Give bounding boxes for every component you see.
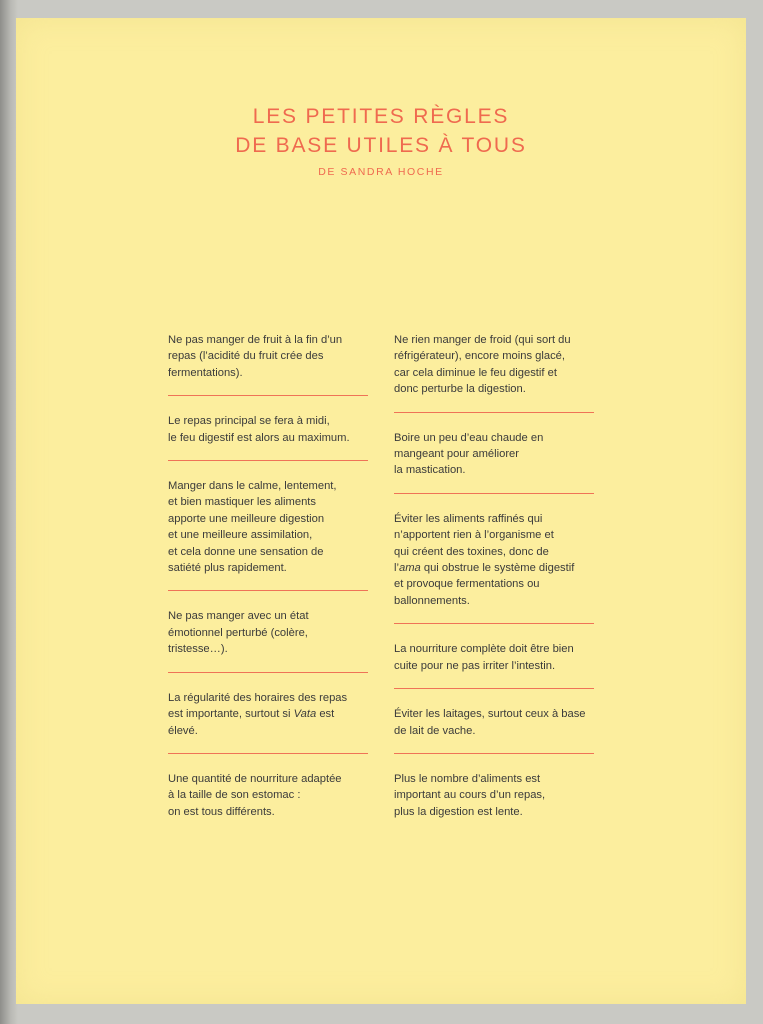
rule-line: repas (l’acidité du fruit crée des: [168, 350, 324, 363]
rule-line: La nourriture complète doit être bien: [394, 643, 574, 656]
rules-column-right: [394, 332, 594, 851]
title-line-1: LES PETITES RÈGLES: [252, 105, 510, 128]
rules-column-left: [168, 332, 368, 851]
rule-item: [168, 771, 368, 834]
rule-line: Le repas principal se fera à midi,: [168, 415, 330, 428]
rule-line: ballonnements.: [394, 594, 470, 607]
rule-line: Une quantité de nourriture adaptée: [168, 772, 342, 785]
rule-line: Ne pas manger avec un état: [168, 610, 309, 623]
rule-line: fermentations).: [168, 366, 243, 379]
rule-text: est importante, surtout si: [168, 708, 294, 721]
rule-item: [394, 511, 594, 624]
rule-text: l’: [394, 562, 399, 575]
rule-line: et bien mastiquer les aliments: [168, 496, 316, 509]
rule-line: élevé.: [168, 724, 198, 737]
rule-line: qui créent des toxines, donc de: [394, 545, 549, 558]
rule-line: émotionnel perturbé (colère,: [168, 626, 308, 639]
rule-item: [168, 332, 368, 396]
rule-line: donc perturbe la digestion.: [394, 383, 526, 396]
rule-line: n’apportent rien à l’organisme et: [394, 529, 554, 542]
rule-line: à la taille de son estomac :: [168, 789, 301, 802]
rule-item: [168, 413, 368, 461]
rule-line: tristesse…).: [168, 643, 228, 656]
rule-line: car cela diminue le feu digestif et: [394, 366, 557, 379]
rule-line: [394, 560, 594, 576]
rule-line: la mastication.: [394, 464, 466, 477]
rule-line: important au cours d’un repas,: [394, 789, 546, 802]
rule-line: Ne pas manger de fruit à la fin d’un: [168, 334, 343, 346]
rule-line: le feu digestif est alors au maximum.: [168, 431, 350, 444]
rule-emphasis: ama: [398, 562, 421, 575]
rule-line: Manger dans le calme, lentement,: [168, 480, 337, 493]
rule-emphasis: Vata: [293, 708, 317, 721]
rule-line: de lait de vache.: [394, 724, 476, 737]
rule-line: et cela donne une sensation de: [168, 545, 324, 558]
byline: DE SANDRA HOCHE: [318, 166, 444, 178]
rule-line: et provoque fermentations ou: [394, 578, 540, 591]
rule-line: mangeant pour améliorer: [394, 448, 519, 461]
rule-item: [168, 478, 368, 591]
rule-line: satiété plus rapidement.: [168, 562, 287, 575]
rule-line: Éviter les laitages, surtout ceux à base: [394, 708, 586, 721]
document-page: [16, 18, 746, 1004]
rule-item: [168, 608, 368, 672]
rule-line: Plus le nombre d’aliments est: [394, 772, 541, 785]
rule-line: La régularité des horaires des repas: [168, 691, 348, 704]
rule-item: [394, 706, 594, 754]
rule-line: [168, 706, 368, 722]
rule-line: plus la digestion est lente.: [394, 805, 523, 818]
rule-item: [394, 771, 594, 834]
rule-item: [394, 641, 594, 689]
rule-text: qui obstrue le système digestif: [420, 562, 575, 575]
rule-item: [168, 690, 368, 754]
rule-line: et une meilleure assimilation,: [168, 529, 313, 542]
title-line-2: DE BASE UTILES À TOUS: [235, 134, 527, 157]
rule-item: [394, 332, 594, 413]
rule-line: Boire un peu d’eau chaude en: [394, 431, 544, 444]
header: [16, 102, 746, 178]
rule-line: Ne rien manger de froid (qui sort du: [394, 334, 571, 346]
rule-line: réfrigérateur), encore moins glacé,: [394, 350, 565, 363]
rule-line: Éviter les aliments raffinés qui: [394, 512, 543, 525]
rule-item: [394, 430, 594, 494]
rule-line: on est tous différents.: [168, 805, 275, 818]
rule-line: apporte une meilleure digestion: [168, 512, 325, 525]
rule-line: cuite pour ne pas irriter l’intestin.: [394, 659, 556, 672]
rule-text: est: [316, 708, 335, 721]
